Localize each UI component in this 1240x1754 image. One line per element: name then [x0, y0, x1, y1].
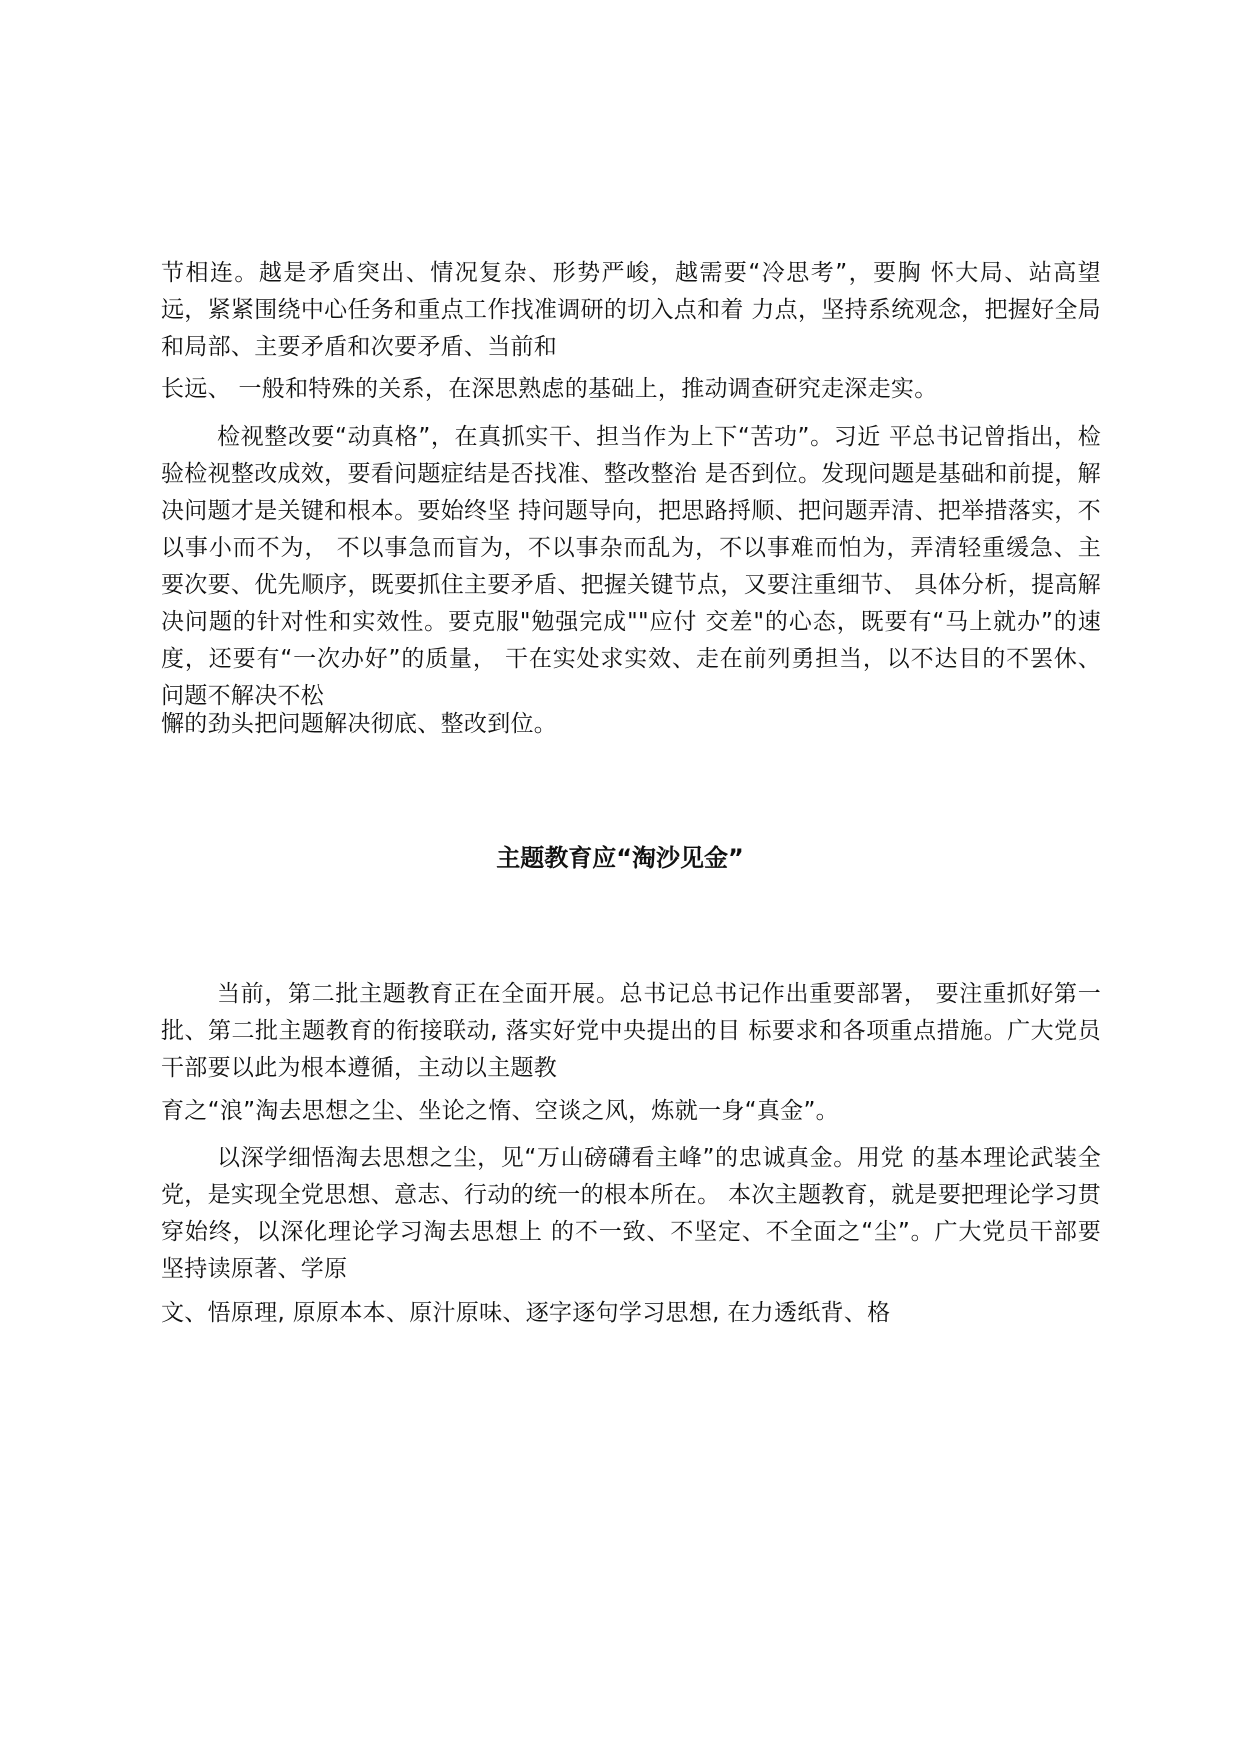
- section-title: 主题教育应“淘沙见金”: [496, 844, 744, 872]
- paragraph-deep-study: 以深学细悟淘去思想之尘，见“万山磅礴看主峰”的忠诚真金。用党 的基本理论武装全党，是实现全党思想、意志、行动的统一的根本所在。 本次主题教育，就是要把理论学习贯穿始终，以深化理论学习淘去思想上 的不一致、不坚定、不全面之“尘”。广大党员干部要坚持读原著、学原: [161, 1145, 1101, 1282]
- paragraph-investigation-continued: 节相连。越是矛盾突出、情况复杂、形势严峻，越需要“冷思考”，要胸 怀大局、站高望远，紧紧围绕中心任务和重点工作找准调研的切入点和着 力点，坚持系统观念，把握好全局和局部、主要矛盾和次要矛盾、当前和: [161, 260, 1101, 360]
- paragraph-theme-education-intro: 当前，第二批主题教育正在全面开展。总书记总书记作出重要部署， 要注重抓好第一批、第二批主题教育的衔接联动, 落实好党中央提出的目 标要求和各项重点措施。广大党员干部要以此为根本遵循，主动以主题教: [161, 981, 1101, 1081]
- paragraph-theme-education-intro-tail: 育之“浪”淘去思想之尘、坐论之惰、空谈之风，炼就一身“真金”。: [161, 1098, 839, 1124]
- paragraph-investigation-tail: 长远、 一般和特殊的关系，在深思熟虑的基础上，推动调查研究走深走实。: [161, 376, 938, 402]
- paragraph-rectification-tail: 懈的劲头把问题解决彻底、整改到位。: [161, 711, 558, 737]
- paragraph-deep-study-tail: 文、悟原理, 原原本本、原汁原味、逐字逐句学习思想, 在力透纸背、格: [161, 1300, 891, 1326]
- paragraph-rectification: 检视整改要“动真格”，在真抓实干、担当作为上下“苦功”。习近 平总书记曾指出，检验检视整改成效，要看问题症结是否找准、整改整治 是否到位。发现问题是基础和前提，解决问题才是关键和根本。要始终坚 持问题导向，把思路捋顺、把问题弄清、把举措落实，不以事小而不为， 不以事急而盲为，不以事杂而乱为，不以事难而怕为，弄清轻重缓急、主 要次要、优先顺序，既要抓住主要矛盾、把握关键节点，又要注重细节、 具体分析，提高解决问题的针对性和实效性。要克服"勉强完成""应付 交差"的心态，既要有“马上就办”的速度，还要有“一次办好”的质量， 干在实处求实效、走在前列勇担当，以不达目的不罢休、问题不解决不松: [161, 424, 1101, 709]
